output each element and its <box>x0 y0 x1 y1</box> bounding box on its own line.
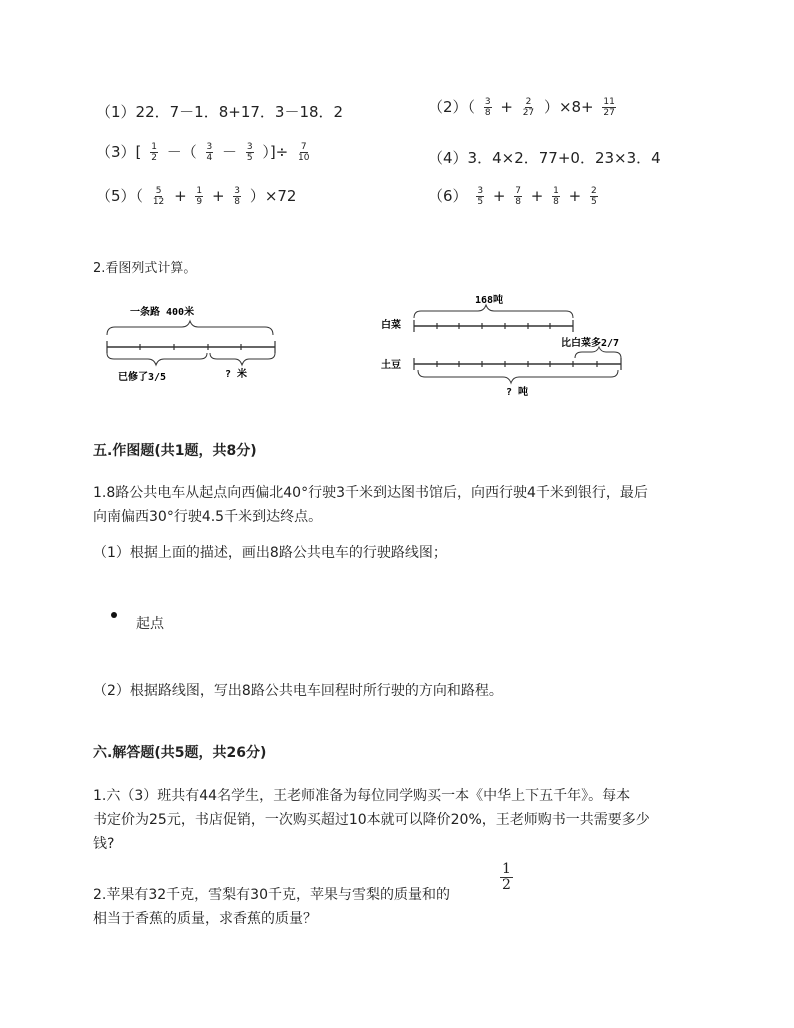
operator: － <box>222 143 238 161</box>
calc-problem-6 <box>428 185 602 207</box>
calc-problem-1-text: （1）22．7－1．8+17．3－18．2 <box>96 103 344 121</box>
calc-text: ）×8+ <box>543 98 594 116</box>
operator: －（ <box>166 143 197 161</box>
fraction: $\frac{3}{5}$ <box>477 186 484 207</box>
section5-sub2: （2）根据路线图，写出8路公共电车回程时所行驶的方向和路程。 <box>93 683 503 699</box>
fraction: $\frac{5}{12}$ <box>152 186 165 207</box>
section5-title: 五.作图题(共1题，共8分) <box>93 443 257 459</box>
cabbage-total-label: 168吨 <box>475 295 504 306</box>
calc-problem-3 <box>96 141 314 163</box>
operator: + <box>492 187 506 205</box>
fraction: $\frac{11}{27}$ <box>603 97 615 118</box>
fraction: $\frac{1}{9}$ <box>196 186 203 207</box>
calc-problem-4-text: （4）3．4×2．77+0．23×3．4 <box>428 149 661 167</box>
operator: + <box>500 98 513 116</box>
calc-problem-5 <box>96 185 296 207</box>
road-built-label: 已修了3/5 <box>118 372 167 383</box>
section6-q2-line1: 2.苹果有32千克，雪梨有30千克，苹果与雪梨的质量和的 <box>93 887 450 903</box>
start-point-dot <box>111 612 117 618</box>
diagram-question-title: 2.看图列式计算。 <box>93 261 197 276</box>
fraction: $\frac{1}{2}$ <box>151 142 157 163</box>
calc-text: （2）（ <box>428 98 476 116</box>
section5-q1-line1: 1.8路公共电车从起点向西偏北40°行驶3千米到达图书馆后，向西行驶4千米到银行，最后 <box>93 485 648 501</box>
cabbage-label: 白菜 <box>381 320 401 331</box>
fraction: $\frac{1}{8}$ <box>553 186 559 207</box>
fraction: $\frac{7}{8}$ <box>515 186 521 207</box>
fraction: $\frac{7}{10}$ <box>298 142 310 163</box>
potato-extra-label: 比白菜多2/7 <box>561 338 620 349</box>
section5-q1-line2: 向南偏西30°行驶4.5千米到达终点。 <box>93 509 323 525</box>
road-total-label: 一条路 400米 <box>130 307 195 318</box>
section6-q1-line3: 钱? <box>93 836 115 852</box>
operator: + <box>211 187 225 205</box>
calc-problem-4 <box>428 147 661 168</box>
calc-text: （3）[ <box>96 143 142 161</box>
calc-text: （5）（ <box>96 187 144 205</box>
calc-text: （6） <box>428 187 468 205</box>
section6-q1-line1: 1.六（3）班共有44名学生，王老师准备为每位同学购买一本《中华上下五千年》。每本 <box>93 788 631 804</box>
fraction: $\frac{3}{4}$ <box>206 142 213 163</box>
section6-q1-line2: 书定价为25元，书店促销，一次购买超过10本就可以降价20%，王老师购书一共需要多少 <box>93 812 650 828</box>
fraction: $\frac{3}{5}$ <box>246 142 253 163</box>
operator: + <box>530 187 544 205</box>
fraction: $\frac{2}{5}$ <box>590 186 597 207</box>
potato-unknown-label: ? 吨 <box>506 387 529 398</box>
fraction: $\frac{2}{27}$ <box>522 97 535 118</box>
fraction-denominator: 2 <box>502 877 511 893</box>
fraction: $\frac{3}{8}$ <box>234 186 241 207</box>
section6-q2-fraction <box>500 858 513 893</box>
calc-problem-2 <box>428 96 620 118</box>
calc-problem-1 <box>96 101 343 122</box>
section5-sub1: （1）根据上面的描述，画出8路公共电车的行驶路线图； <box>93 545 447 561</box>
calc-text: ）]÷ <box>262 143 289 161</box>
section6-title: 六.解答题(共5题，共26分) <box>93 745 267 761</box>
fraction-numerator: 1 <box>502 861 511 877</box>
start-point-label: 起点 <box>136 616 164 632</box>
section6-q2-line2: 相当于香蕉的质量，求香蕉的质量？ <box>93 911 317 927</box>
vegetable-diagram <box>378 288 638 403</box>
road-diagram <box>100 295 285 395</box>
operator: + <box>568 187 582 205</box>
calc-text: ）×72 <box>249 187 297 205</box>
road-unknown-label: ? 米 <box>225 369 248 380</box>
fraction: $\frac{3}{8}$ <box>484 97 491 118</box>
operator: + <box>174 187 187 205</box>
potato-label: 土豆 <box>381 360 401 371</box>
